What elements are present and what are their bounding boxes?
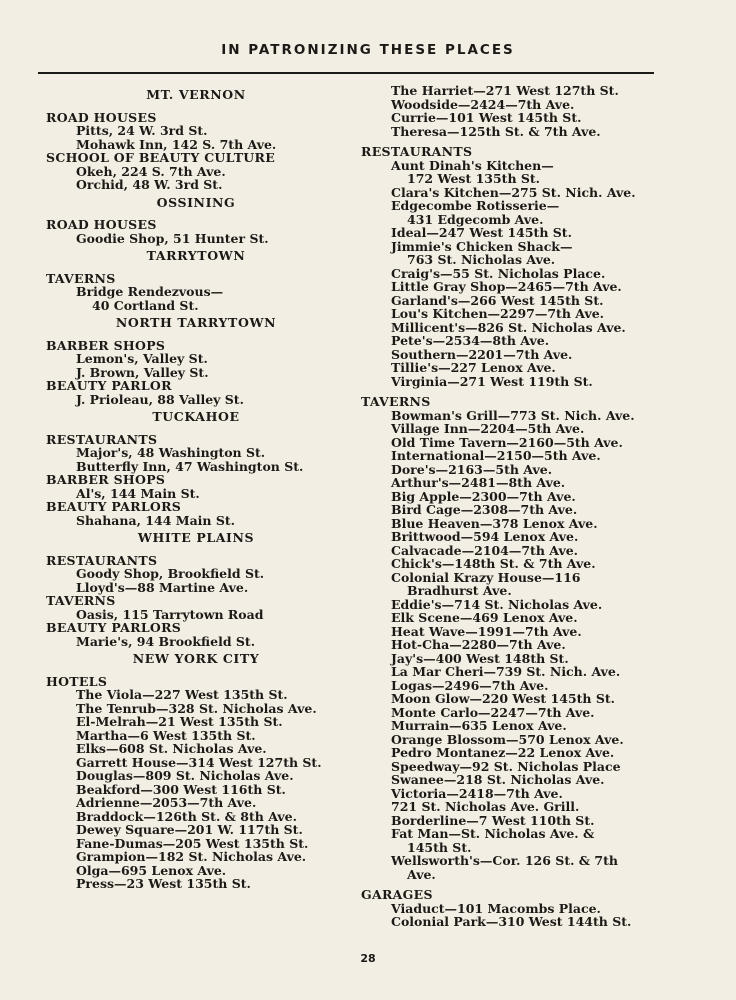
listing-entry: Bridge Rendezvous—: [76, 284, 224, 299]
listing-entry: Clara's Kitchen—275 St. Nich. Ave.: [391, 184, 636, 200]
listing-entry: Little Gray Shop—2465—7th Ave.: [391, 279, 622, 294]
listing-entry: Goodie Shop, 51 Hunter St.: [76, 230, 269, 246]
listing-entry: Tillie's—227 Lenox Ave.: [391, 360, 556, 375]
listing-entry: Martha—6 West 135th St.: [76, 727, 256, 743]
listing-entry: Pete's—2534—8th Ave.: [391, 333, 550, 348]
listing-entry: Fane-Dumas—205 West 135th St.: [76, 835, 309, 851]
listing-entry: Okeh, 224 S. 7th Ave.: [76, 163, 226, 179]
category-heading: ROAD HOUSES: [46, 217, 157, 232]
page-header: IN PATRONIZING THESE PLACES: [221, 42, 515, 58]
listing-entry: Woodside—2424—7th Ave.: [391, 96, 575, 112]
listing-entry: Mohawk Inn, 142 S. 7th Ave.: [76, 136, 277, 152]
category-heading: BARBER SHOPS: [46, 337, 166, 353]
category-heading: GARAGES: [361, 887, 433, 902]
category-heading: BARBER SHOPS: [46, 472, 166, 487]
listing-entry: Jay's—400 West 148th St.: [391, 650, 569, 666]
listing-entry: Braddock—126th St. & 8th Ave.: [76, 808, 297, 824]
category-heading: TAVERNS: [46, 270, 116, 286]
listing-entry: Pitts, 24 W. 3rd St.: [76, 123, 208, 138]
city-heading: NEW YORK CITY: [132, 651, 260, 666]
listing-entry: Edgecombe Rotisserie—: [391, 198, 560, 213]
listing-entry: Ideal—247 West 145th St.: [391, 225, 572, 240]
city-heading: WHITE PLAINS: [137, 530, 255, 545]
listing-entry: Marie's, 94 Brookfield St.: [76, 633, 256, 649]
category-heading: BEAUTY PARLORS: [46, 620, 182, 635]
listing-entry: Al's, 144 Main St.: [76, 485, 200, 501]
listing-entry: Big Apple—2300—7th Ave.: [391, 488, 576, 504]
listing-entry: Chick's—148th St. & 7th Ave.: [391, 556, 596, 571]
listing-entry: 721 St. Nicholas Ave. Grill.: [391, 799, 580, 814]
listing-continuation: Ave.: [407, 866, 436, 882]
listing-entry: Goody Shop, Brookfield St.: [76, 566, 265, 581]
listing-entry: Colonial Krazy House—116: [391, 569, 581, 585]
listing-entry: Butterfly Inn, 47 Washington St.: [76, 458, 304, 474]
listing-entry: El-Melrah—21 West 135th St.: [76, 714, 283, 729]
listing-entry: Eddie's—714 St. Nicholas Ave.: [391, 596, 603, 612]
listing-entry: Olga—695 Lenox Ave.: [76, 862, 227, 878]
listing-entry: Speedway—92 St. Nicholas Place: [391, 758, 621, 774]
listing-entry: Blue Heaven—378 Lenox Ave.: [391, 515, 598, 531]
listing-entry: Heat Wave—1991—7th Ave.: [391, 623, 582, 639]
listing-entry: Murrain—635 Lenox Ave.: [391, 718, 567, 733]
listing-entry: J. Prioleau, 88 Valley St.: [76, 391, 244, 407]
listing-continuation: 40 Cortland St.: [92, 297, 199, 313]
listing-entry: The Viola—227 West 135th St.: [76, 687, 288, 702]
listing-entry: Bowman's Grill—773 St. Nich. Ave.: [391, 407, 635, 423]
listing-entry: Grampion—182 St. Nicholas Ave.: [76, 849, 307, 864]
category-heading: BEAUTY PARLOR: [46, 378, 172, 393]
listing-entry: Garland's—266 West 145th St.: [391, 292, 604, 308]
listing-entry: Bird Cage—2308—7th Ave.: [391, 502, 578, 517]
listing-entry: Victoria—2418—7th Ave.: [391, 785, 563, 801]
city-heading: NORTH TARRYTOWN: [115, 315, 277, 330]
listing-continuation: 145th St.: [407, 839, 472, 855]
listing-entry: Lloyd's—88 Martine Ave.: [76, 579, 249, 595]
listing-entry: The Harriet—271 West 127th St.: [391, 83, 619, 98]
category-heading: SCHOOL OF BEAUTY CULTURE: [46, 150, 276, 165]
listing-entry: Moon Glow—220 West 145th St.: [391, 691, 616, 706]
listing-entry: Wellsworth's—Cor. 126 St. & 7th: [391, 853, 618, 868]
listing-entry: Theresa—125th St. & 7th Ave.: [391, 123, 601, 139]
listing-entry: Borderline—7 West 110th St.: [391, 812, 595, 828]
listing-entry: Dore's—2163—5th Ave.: [391, 461, 553, 477]
category-heading: TAVERNS: [361, 394, 431, 409]
listing-entry: Orchid, 48 W. 3rd St.: [76, 177, 223, 192]
listing-continuation: 763 St. Nicholas Ave.: [407, 252, 556, 267]
category-heading: TAVERNS: [46, 593, 116, 608]
listing-entry: Beakford—300 West 116th St.: [76, 781, 286, 797]
category-heading: ROAD HOUSES: [46, 109, 157, 125]
listing-entry: Fat Man—St. Nicholas Ave. &: [391, 826, 595, 841]
listing-entry: Lemon's, Valley St.: [76, 351, 208, 366]
listing-entry: Orange Blossom—570 Lenox Ave.: [391, 731, 624, 747]
page-number: 28: [360, 952, 376, 965]
listing-entry: Douglas—809 St. Nicholas Ave.: [76, 768, 294, 783]
listing-entry: Monte Carlo—2247—7th Ave.: [391, 704, 595, 720]
listing-entry: Village Inn—2204—5th Ave.: [391, 421, 585, 436]
listing-entry: Currie—101 West 145th St.: [391, 110, 582, 125]
listing-entry: Shahana, 144 Main St.: [76, 512, 236, 528]
listing-entry: Calvacade—2104—7th Ave.: [391, 542, 579, 558]
listing-entry: Logas—2496—7th Ave.: [391, 677, 549, 693]
listing-entry: Millicent's—826 St. Nicholas Ave.: [391, 319, 626, 335]
listing-entry: Garrett House—314 West 127th St.: [76, 754, 322, 770]
listing-entry: Press—23 West 135th St.: [76, 876, 251, 891]
city-heading: MT. VERNON: [146, 87, 246, 102]
category-heading: RESTAURANTS: [46, 431, 158, 447]
header-rule: [38, 72, 654, 74]
listing-entry: Virginia—271 West 119th St.: [391, 373, 593, 389]
listing-entry: La Mar Cheri—739 St. Nich. Ave.: [391, 664, 621, 679]
listing-entry: Adrienne—2053—7th Ave.: [76, 795, 257, 810]
listing-entry: International—2150—5th Ave.: [391, 448, 601, 463]
listing-entry: Southern—2201—7th Ave.: [391, 346, 573, 362]
right-column: [361, 84, 661, 929]
listing-entry: J. Brown, Valley St.: [76, 364, 209, 380]
city-heading: OSSINING: [156, 194, 236, 210]
listing-entry: Viaduct—101 Macombs Place.: [391, 900, 601, 916]
category-heading: HOTELS: [46, 673, 108, 689]
category-heading: RESTAURANTS: [46, 552, 158, 568]
listing-entry: Swanee—218 St. Nicholas Ave.: [391, 772, 605, 787]
listing-continuation: Bradhurst Ave.: [407, 583, 512, 598]
category-heading: BEAUTY PARLORS: [46, 499, 182, 514]
listing-entry: Dewey Square—201 W. 117th St.: [76, 822, 303, 837]
listing-entry: Elks—608 St. Nicholas Ave.: [76, 741, 267, 756]
listing-entry: Arthur's—2481—8th Ave.: [391, 475, 566, 490]
listing-entry: Jimmie's Chicken Shack—: [391, 238, 573, 254]
listing-entry: Oasis, 115 Tarrytown Road: [76, 606, 264, 622]
left-column: [46, 84, 346, 891]
listing-entry: Aunt Dinah's Kitchen—: [391, 157, 554, 173]
listing-entry: Brittwood—594 Lenox Ave.: [391, 529, 579, 544]
category-heading: RESTAURANTS: [361, 144, 473, 159]
listing-continuation: 431 Edgecomb Ave.: [407, 211, 544, 227]
listing-entry: Old Time Tavern—2160—5th Ave.: [391, 434, 623, 450]
city-heading: TARRYTOWN: [146, 248, 246, 263]
listing-entry: Colonial Park—310 West 144th St.: [391, 914, 632, 929]
listing-entry: Lou's Kitchen—2297—7th Ave.: [391, 306, 605, 321]
listing-continuation: 172 West 135th St.: [407, 171, 541, 186]
listing-entry: Craig's—55 St. Nicholas Place.: [391, 265, 606, 281]
listing-entry: Elk Scene—469 Lenox Ave.: [391, 610, 578, 625]
listing-entry: Pedro Montanez—22 Lenox Ave.: [391, 745, 615, 760]
city-heading: TUCKAHOE: [152, 409, 240, 424]
listing-entry: Major's, 48 Washington St.: [76, 445, 266, 460]
listing-entry: Hot-Cha—2280—7th Ave.: [391, 637, 566, 652]
listing-entry: The Tenrub—328 St. Nicholas Ave.: [76, 700, 317, 716]
